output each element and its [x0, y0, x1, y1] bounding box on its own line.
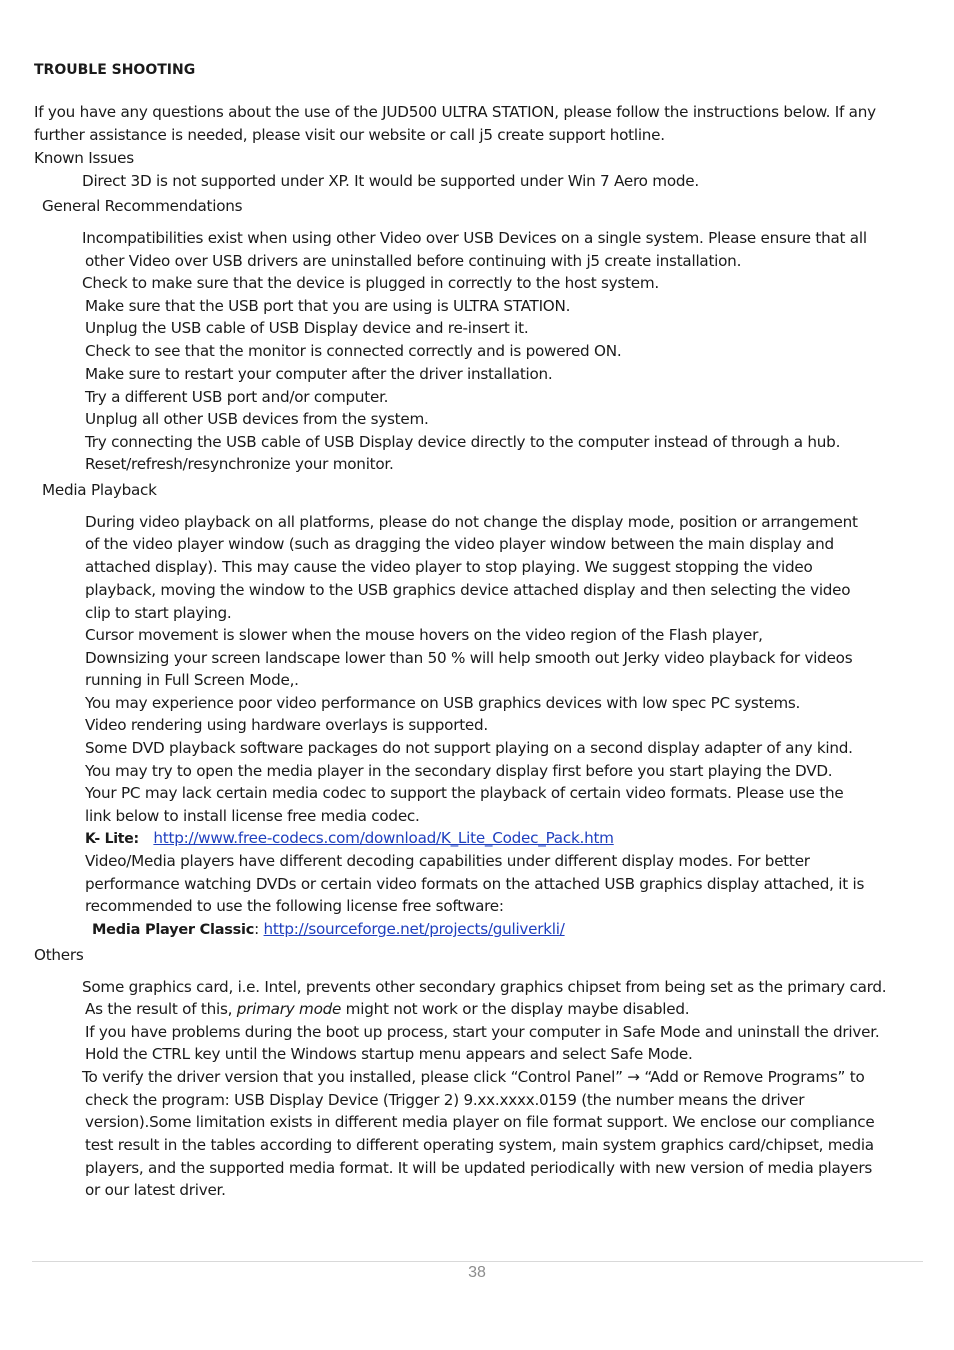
section-heading: TROUBLE SHOOTING	[34, 62, 196, 78]
recommendation-line: Check to make sure that the device is plugged in correctly to the host system.	[82, 274, 660, 292]
mpc-row	[92, 918, 565, 942]
others-line: version).Some limitation exists in different media player on file format support. We enclose our compliance	[85, 1113, 875, 1131]
others-line	[85, 998, 689, 1021]
others-line: check the program: USB Display Device (Trigger 2) 9.xx.xxxx.0159 (the number means the driver	[85, 1091, 805, 1109]
others-line: Some graphics card, i.e. Intel, prevents other secondary graphics chipset from being set as the primary card.	[82, 978, 887, 996]
klite-label: K- Lite:	[85, 831, 139, 847]
media-line: Some DVD playback software packages do not support playing on a second display adapter of any kind.	[85, 739, 853, 757]
recommendation-line: Try connecting the USB cable of USB Display device directly to the computer instead of through a hub.	[85, 433, 841, 451]
recommendation-line: Make sure to restart your computer after the driver installation.	[85, 365, 553, 383]
others-line: If you have problems during the boot up process, start your computer in Safe Mode and uninstall the driver.	[85, 1023, 880, 1041]
mpc-label: Media Player Classic	[92, 922, 255, 938]
known-issues-title: Known Issues	[34, 149, 134, 167]
others-line-pre: As the result of this,	[85, 1000, 237, 1018]
known-issue-item: Direct 3D is not supported under XP. It would be supported under Win 7 Aero mode.	[82, 172, 699, 190]
others-line: test result in the tables according to different operating system, main system graphics card/chipset, media	[85, 1136, 874, 1154]
media-line: performance watching DVDs or certain video formats on the attached USB graphics display attached, it is	[85, 875, 865, 893]
klite-row	[85, 827, 614, 851]
klite-download-link[interactable]: http://www.free-codecs.com/download/K_Lite_Codec_Pack.htm	[153, 829, 614, 847]
recommendation-line: Check to see that the monitor is connected correctly and is powered ON.	[85, 342, 622, 360]
media-line: link below to install license free media codec.	[85, 807, 420, 825]
media-line: Video rendering using hardware overlays is supported.	[85, 716, 488, 734]
recommendation-line: Reset/refresh/resynchronize your monitor.	[85, 455, 394, 473]
media-line: You may experience poor video performance on USB graphics devices with low spec PC systems.	[85, 694, 801, 712]
recommendation-line: Make sure that the USB port that you are using is ULTRA STATION.	[85, 297, 571, 315]
intro-line: further assistance is needed, please visit our website or call j5 create support hotline.	[34, 126, 665, 144]
mpc-project-link[interactable]: http://sourceforge.net/projects/guliverkli/	[263, 920, 565, 938]
media-line: Cursor movement is slower when the mouse hovers on the video region of the Flash player,	[85, 626, 763, 644]
recommendation-line: Unplug the USB cable of USB Display device and re-insert it.	[85, 319, 529, 337]
page-number: 38	[468, 1264, 486, 1281]
footer-divider	[32, 1261, 923, 1262]
recommendation-line: Incompatibilities exist when using other Video over USB Devices on a single system. Please ensure that all	[82, 229, 867, 247]
media-line: clip to start playing.	[85, 604, 232, 622]
general-recommendations-title: General Recommendations	[42, 197, 243, 215]
primary-mode-term: primary mode	[236, 1000, 342, 1018]
media-line: playback, moving the window to the USB graphics device attached display and then selecting the video	[85, 581, 851, 599]
recommendation-line: Unplug all other USB devices from the system.	[85, 410, 429, 428]
media-line: During video playback on all platforms, please do not change the display mode, position or arrangement	[85, 513, 858, 531]
others-title: Others	[34, 946, 84, 964]
media-line: Video/Media players have different decoding capabilities under different display modes. For better	[85, 852, 810, 870]
media-playback-title: Media Playback	[42, 481, 157, 499]
others-line: players, and the supported media format. It will be updated periodically with new version of media players	[85, 1159, 872, 1177]
mpc-separator: :	[254, 920, 264, 938]
others-line-post: might not work or the display maybe disabled.	[341, 1000, 690, 1018]
media-line: Downsizing your screen landscape lower than 50 % will help smooth out Jerky video playback for videos	[85, 649, 853, 667]
media-line: of the video player window (such as dragging the video player window between the main display and	[85, 535, 834, 553]
media-line: attached display). This may cause the video player to stop playing. We suggest stopping the video	[85, 558, 813, 576]
others-line: To verify the driver version that you installed, please click “Control Panel” → “Add or Remove Programs” to	[82, 1068, 865, 1086]
media-line: running in Full Screen Mode,.	[85, 671, 299, 689]
media-line: Your PC may lack certain media codec to support the playback of certain video formats. Please use the	[85, 784, 844, 802]
recommendation-line: Try a different USB port and/or computer.	[85, 388, 389, 406]
recommendation-line: other Video over USB drivers are uninstalled before continuing with j5 create installation.	[85, 252, 742, 270]
media-line: You may try to open the media player in the secondary display first before you start playing the DVD.	[85, 762, 833, 780]
intro-line: If you have any questions about the use of the JUD500 ULTRA STATION, please follow the instructions below. If any	[34, 103, 876, 121]
others-line: Hold the CTRL key until the Windows startup menu appears and select Safe Mode.	[85, 1045, 693, 1063]
others-line: or our latest driver.	[85, 1181, 226, 1199]
media-line: recommended to use the following license free software:	[85, 897, 504, 915]
